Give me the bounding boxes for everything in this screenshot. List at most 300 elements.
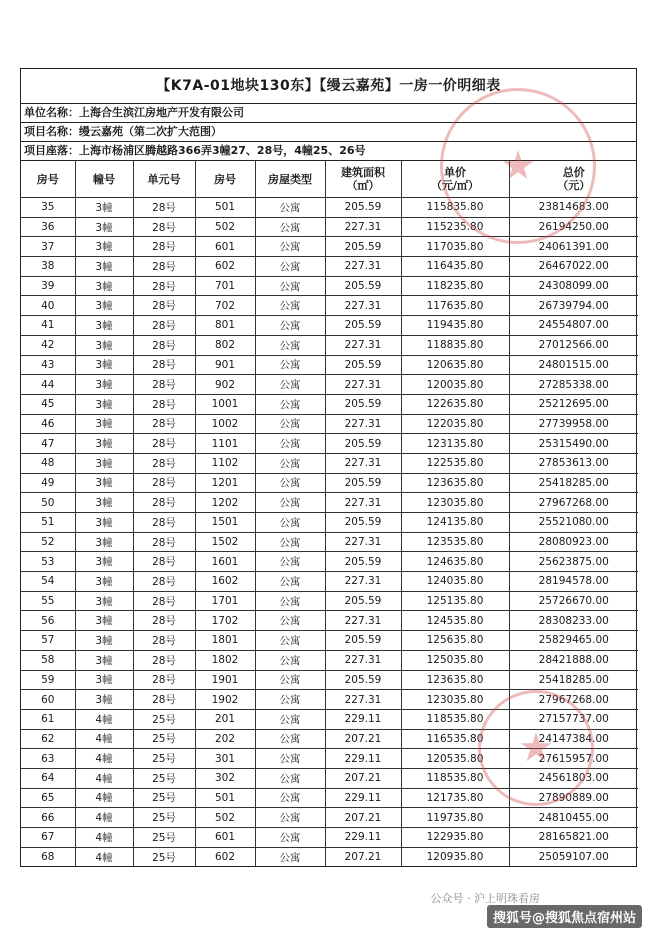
total-price-cell: 27012566.00 xyxy=(509,335,638,355)
unit-price-cell: 125135.80 xyxy=(401,591,509,611)
type-cell: 公寓 xyxy=(255,828,325,848)
unit-price-cell: 123035.80 xyxy=(401,493,509,513)
seq-cell: 60 xyxy=(21,690,75,710)
area-cell: 205.59 xyxy=(325,513,401,533)
seq-cell: 46 xyxy=(21,414,75,434)
unit-cell: 28号 xyxy=(133,257,195,277)
building-cell: 3幢 xyxy=(75,276,133,296)
seq-cell: 57 xyxy=(21,631,75,651)
room-cell: 901 xyxy=(195,355,255,375)
unit-cell: 28号 xyxy=(133,493,195,513)
room-cell: 601 xyxy=(195,828,255,848)
type-cell: 公寓 xyxy=(255,375,325,395)
total-price-cell: 24554807.00 xyxy=(509,316,638,336)
type-cell: 公寓 xyxy=(255,650,325,670)
unit-price-cell: 116435.80 xyxy=(401,257,509,277)
type-cell: 公寓 xyxy=(255,670,325,690)
unit-price-cell: 118235.80 xyxy=(401,276,509,296)
total-price-cell: 28421888.00 xyxy=(509,650,638,670)
unit-cell: 28号 xyxy=(133,591,195,611)
room-cell: 1001 xyxy=(195,394,255,414)
building-cell: 4幢 xyxy=(75,729,133,749)
type-cell: 公寓 xyxy=(255,552,325,572)
table-row xyxy=(21,513,638,533)
unit-price-cell: 122935.80 xyxy=(401,828,509,848)
building-cell: 3幢 xyxy=(75,631,133,651)
table-row xyxy=(21,591,638,611)
table-row xyxy=(21,434,638,454)
table-row xyxy=(21,709,638,729)
seq-cell: 52 xyxy=(21,532,75,552)
wechat-watermark: 公众号 · 沪上明珠看房 xyxy=(430,892,540,905)
room-cell: 1901 xyxy=(195,670,255,690)
area-cell: 227.31 xyxy=(325,217,401,237)
table-row xyxy=(21,355,638,375)
type-cell: 公寓 xyxy=(255,749,325,769)
table-row xyxy=(21,749,638,769)
unit-cell: 25号 xyxy=(133,847,195,866)
unit-cell: 28号 xyxy=(133,276,195,296)
table-row xyxy=(21,768,638,788)
building-cell: 3幢 xyxy=(75,453,133,473)
total-price-cell: 27967268.00 xyxy=(509,690,638,710)
building-cell: 3幢 xyxy=(75,434,133,454)
seq-cell: 41 xyxy=(21,316,75,336)
room-cell: 1502 xyxy=(195,532,255,552)
area-cell: 229.11 xyxy=(325,788,401,808)
unit-cell: 28号 xyxy=(133,414,195,434)
total-price-cell: 24061391.00 xyxy=(509,237,638,257)
table-header-row xyxy=(21,161,638,198)
area-cell: 205.59 xyxy=(325,237,401,257)
table-row xyxy=(21,257,638,277)
unit-cell: 28号 xyxy=(133,552,195,572)
unit-price-cell: 123135.80 xyxy=(401,434,509,454)
table-row xyxy=(21,198,638,218)
unit-cell: 28号 xyxy=(133,611,195,631)
table-row xyxy=(21,316,638,336)
building-cell: 4幢 xyxy=(75,709,133,729)
table-row xyxy=(21,552,638,572)
building-cell: 3幢 xyxy=(75,237,133,257)
total-price-cell: 28080923.00 xyxy=(509,532,638,552)
unit-price-cell: 119735.80 xyxy=(401,808,509,828)
building-cell: 3幢 xyxy=(75,257,133,277)
building-cell: 4幢 xyxy=(75,847,133,866)
table-row xyxy=(21,473,638,493)
building-cell: 3幢 xyxy=(75,493,133,513)
unit-cell: 28号 xyxy=(133,650,195,670)
unit-price-cell: 115235.80 xyxy=(401,217,509,237)
table-row xyxy=(21,690,638,710)
total-price-cell: 25418285.00 xyxy=(509,670,638,690)
type-cell: 公寓 xyxy=(255,768,325,788)
total-price-cell: 25418285.00 xyxy=(509,473,638,493)
total-price-cell: 28194578.00 xyxy=(509,572,638,592)
area-cell: 205.59 xyxy=(325,198,401,218)
type-cell: 公寓 xyxy=(255,532,325,552)
type-cell: 公寓 xyxy=(255,276,325,296)
unit-price-cell: 122635.80 xyxy=(401,394,509,414)
area-cell: 205.59 xyxy=(325,473,401,493)
table-row xyxy=(21,788,638,808)
unit-price-cell: 118535.80 xyxy=(401,768,509,788)
price-table xyxy=(21,161,638,866)
seq-cell: 48 xyxy=(21,453,75,473)
room-cell: 1801 xyxy=(195,631,255,651)
building-cell: 3幢 xyxy=(75,572,133,592)
type-cell: 公寓 xyxy=(255,729,325,749)
building-cell: 3幢 xyxy=(75,650,133,670)
unit-cell: 28号 xyxy=(133,335,195,355)
total-price-cell: 27285338.00 xyxy=(509,375,638,395)
type-cell: 公寓 xyxy=(255,394,325,414)
table-row xyxy=(21,611,638,631)
seq-cell: 67 xyxy=(21,828,75,848)
room-cell: 1701 xyxy=(195,591,255,611)
type-cell: 公寓 xyxy=(255,631,325,651)
room-cell: 1602 xyxy=(195,572,255,592)
room-cell: 501 xyxy=(195,198,255,218)
unit-cell: 28号 xyxy=(133,217,195,237)
unit-price-cell: 125635.80 xyxy=(401,631,509,651)
seq-cell: 61 xyxy=(21,709,75,729)
type-cell: 公寓 xyxy=(255,296,325,316)
unit-cell: 28号 xyxy=(133,296,195,316)
developer-line: 单位名称：上海合生滨江房地产开发有限公司 xyxy=(21,104,636,123)
unit-price-cell: 124535.80 xyxy=(401,611,509,631)
unit-cell: 28号 xyxy=(133,237,195,257)
unit-cell: 25号 xyxy=(133,788,195,808)
building-cell: 3幢 xyxy=(75,513,133,533)
type-cell: 公寓 xyxy=(255,198,325,218)
total-price-cell: 27739958.00 xyxy=(509,414,638,434)
total-price-cell: 24801515.00 xyxy=(509,355,638,375)
area-cell: 205.59 xyxy=(325,552,401,572)
total-price-cell: 24147384.00 xyxy=(509,729,638,749)
table-row xyxy=(21,375,638,395)
area-cell: 227.31 xyxy=(325,335,401,355)
table-row xyxy=(21,414,638,434)
unit-cell: 28号 xyxy=(133,316,195,336)
area-cell: 227.31 xyxy=(325,532,401,552)
room-cell: 1802 xyxy=(195,650,255,670)
room-cell: 1101 xyxy=(195,434,255,454)
total-price-cell: 25059107.00 xyxy=(509,847,638,866)
area-cell: 205.59 xyxy=(325,631,401,651)
type-cell: 公寓 xyxy=(255,572,325,592)
area-cell: 205.59 xyxy=(325,591,401,611)
document-title: 【K7A-01地块130东】【缦云嘉苑】一房一价明细表 xyxy=(21,69,636,104)
room-cell: 502 xyxy=(195,217,255,237)
area-cell: 207.21 xyxy=(325,808,401,828)
header-type: 房屋类型 xyxy=(255,161,325,198)
building-cell: 3幢 xyxy=(75,473,133,493)
building-cell: 3幢 xyxy=(75,532,133,552)
unit-price-cell: 115835.80 xyxy=(401,198,509,218)
unit-price-cell: 120635.80 xyxy=(401,355,509,375)
area-cell: 205.59 xyxy=(325,434,401,454)
area-cell: 207.21 xyxy=(325,768,401,788)
table-row xyxy=(21,532,638,552)
table-row xyxy=(21,631,638,651)
table-row xyxy=(21,847,638,866)
area-cell: 227.31 xyxy=(325,690,401,710)
building-cell: 3幢 xyxy=(75,414,133,434)
total-price-cell: 27967268.00 xyxy=(509,493,638,513)
unit-cell: 28号 xyxy=(133,473,195,493)
building-cell: 3幢 xyxy=(75,611,133,631)
unit-cell: 28号 xyxy=(133,355,195,375)
unit-cell: 25号 xyxy=(133,808,195,828)
unit-price-cell: 117035.80 xyxy=(401,237,509,257)
building-cell: 3幢 xyxy=(75,316,133,336)
total-price-cell: 25726670.00 xyxy=(509,591,638,611)
seq-cell: 68 xyxy=(21,847,75,866)
unit-price-cell: 123635.80 xyxy=(401,670,509,690)
room-cell: 202 xyxy=(195,729,255,749)
area-cell: 227.31 xyxy=(325,296,401,316)
total-price-cell: 28165821.00 xyxy=(509,828,638,848)
unit-cell: 28号 xyxy=(133,670,195,690)
total-price-cell: 25623875.00 xyxy=(509,552,638,572)
area-cell: 229.11 xyxy=(325,709,401,729)
total-price-cell: 27157737.00 xyxy=(509,709,638,729)
room-cell: 502 xyxy=(195,808,255,828)
building-cell: 3幢 xyxy=(75,690,133,710)
building-cell: 4幢 xyxy=(75,828,133,848)
type-cell: 公寓 xyxy=(255,591,325,611)
unit-price-cell: 122035.80 xyxy=(401,414,509,434)
area-cell: 205.59 xyxy=(325,355,401,375)
total-price-cell: 23814683.00 xyxy=(509,198,638,218)
unit-price-cell: 123535.80 xyxy=(401,532,509,552)
seq-cell: 40 xyxy=(21,296,75,316)
unit-cell: 28号 xyxy=(133,532,195,552)
type-cell: 公寓 xyxy=(255,611,325,631)
unit-cell: 28号 xyxy=(133,572,195,592)
price-list-sheet xyxy=(20,68,637,867)
total-price-cell: 26739794.00 xyxy=(509,296,638,316)
unit-price-cell: 124135.80 xyxy=(401,513,509,533)
total-price-cell: 25521080.00 xyxy=(509,513,638,533)
unit-cell: 25号 xyxy=(133,709,195,729)
seal-star-icon: ★ xyxy=(518,725,554,771)
seq-cell: 62 xyxy=(21,729,75,749)
table-row xyxy=(21,828,638,848)
table-row xyxy=(21,335,638,355)
header-seq: 房号 xyxy=(21,161,75,198)
type-cell: 公寓 xyxy=(255,434,325,454)
building-cell: 4幢 xyxy=(75,788,133,808)
unit-price-cell: 124635.80 xyxy=(401,552,509,572)
room-cell: 602 xyxy=(195,257,255,277)
type-cell: 公寓 xyxy=(255,335,325,355)
area-cell: 227.31 xyxy=(325,493,401,513)
type-cell: 公寓 xyxy=(255,316,325,336)
seq-cell: 65 xyxy=(21,788,75,808)
building-cell: 3幢 xyxy=(75,591,133,611)
address-line: 项目座落：上海市杨浦区腾越路366弄3幢27、28号，4幢25、26号 xyxy=(21,142,636,161)
unit-price-cell: 123635.80 xyxy=(401,473,509,493)
seq-cell: 39 xyxy=(21,276,75,296)
table-row xyxy=(21,670,638,690)
seq-cell: 36 xyxy=(21,217,75,237)
area-cell: 207.21 xyxy=(325,847,401,866)
area-cell: 207.21 xyxy=(325,729,401,749)
area-cell: 227.31 xyxy=(325,611,401,631)
unit-cell: 25号 xyxy=(133,768,195,788)
area-cell: 205.59 xyxy=(325,394,401,414)
table-row xyxy=(21,493,638,513)
total-price-cell: 28308233.00 xyxy=(509,611,638,631)
area-cell: 205.59 xyxy=(325,276,401,296)
room-cell: 302 xyxy=(195,768,255,788)
header-unit-price: 单价 （元/㎡） xyxy=(401,161,509,198)
room-cell: 601 xyxy=(195,237,255,257)
seq-cell: 44 xyxy=(21,375,75,395)
table-body xyxy=(21,198,638,867)
total-price-cell: 26467022.00 xyxy=(509,257,638,277)
unit-price-cell: 123035.80 xyxy=(401,690,509,710)
project-line: 项目名称：缦云嘉苑（第二次扩大范围） xyxy=(21,123,636,142)
room-cell: 1601 xyxy=(195,552,255,572)
header-building: 幢号 xyxy=(75,161,133,198)
unit-cell: 28号 xyxy=(133,434,195,454)
room-cell: 801 xyxy=(195,316,255,336)
header-room: 房号 xyxy=(195,161,255,198)
table-row xyxy=(21,394,638,414)
type-cell: 公寓 xyxy=(255,493,325,513)
table-row xyxy=(21,296,638,316)
room-cell: 1902 xyxy=(195,690,255,710)
sohu-watermark: 搜狐号@搜狐焦点宿州站 xyxy=(487,905,642,928)
table-row xyxy=(21,217,638,237)
building-cell: 3幢 xyxy=(75,375,133,395)
total-price-cell: 24308099.00 xyxy=(509,276,638,296)
seq-cell: 59 xyxy=(21,670,75,690)
type-cell: 公寓 xyxy=(255,237,325,257)
seq-cell: 66 xyxy=(21,808,75,828)
unit-cell: 28号 xyxy=(133,513,195,533)
total-price-cell: 25829465.00 xyxy=(509,631,638,651)
unit-price-cell: 118535.80 xyxy=(401,709,509,729)
unit-cell: 28号 xyxy=(133,453,195,473)
seq-cell: 42 xyxy=(21,335,75,355)
building-cell: 3幢 xyxy=(75,394,133,414)
building-cell: 4幢 xyxy=(75,768,133,788)
unit-price-cell: 121735.80 xyxy=(401,788,509,808)
room-cell: 1102 xyxy=(195,453,255,473)
seq-cell: 49 xyxy=(21,473,75,493)
unit-price-cell: 118835.80 xyxy=(401,335,509,355)
unit-cell: 28号 xyxy=(133,631,195,651)
room-cell: 501 xyxy=(195,788,255,808)
seq-cell: 35 xyxy=(21,198,75,218)
total-price-cell: 27853613.00 xyxy=(509,453,638,473)
type-cell: 公寓 xyxy=(255,414,325,434)
seal-star-icon: ★ xyxy=(500,143,536,189)
building-cell: 4幢 xyxy=(75,808,133,828)
room-cell: 902 xyxy=(195,375,255,395)
area-cell: 205.59 xyxy=(325,316,401,336)
type-cell: 公寓 xyxy=(255,217,325,237)
unit-price-cell: 117635.80 xyxy=(401,296,509,316)
building-cell: 3幢 xyxy=(75,198,133,218)
unit-price-cell: 124035.80 xyxy=(401,572,509,592)
area-cell: 227.31 xyxy=(325,572,401,592)
unit-cell: 25号 xyxy=(133,749,195,769)
unit-price-cell: 116535.80 xyxy=(401,729,509,749)
seq-cell: 56 xyxy=(21,611,75,631)
area-cell: 227.31 xyxy=(325,453,401,473)
area-cell: 229.11 xyxy=(325,828,401,848)
unit-price-cell: 122535.80 xyxy=(401,453,509,473)
building-cell: 3幢 xyxy=(75,217,133,237)
area-cell: 227.31 xyxy=(325,414,401,434)
type-cell: 公寓 xyxy=(255,709,325,729)
room-cell: 702 xyxy=(195,296,255,316)
table-row xyxy=(21,650,638,670)
seq-cell: 55 xyxy=(21,591,75,611)
unit-cell: 28号 xyxy=(133,375,195,395)
seq-cell: 37 xyxy=(21,237,75,257)
room-cell: 701 xyxy=(195,276,255,296)
type-cell: 公寓 xyxy=(255,788,325,808)
total-price-cell: 27615957.00 xyxy=(509,749,638,769)
unit-price-cell: 120035.80 xyxy=(401,375,509,395)
total-price-cell: 26194250.00 xyxy=(509,217,638,237)
unit-cell: 28号 xyxy=(133,198,195,218)
area-cell: 229.11 xyxy=(325,749,401,769)
seq-cell: 51 xyxy=(21,513,75,533)
total-price-cell: 25315490.00 xyxy=(509,434,638,454)
seq-cell: 64 xyxy=(21,768,75,788)
seq-cell: 58 xyxy=(21,650,75,670)
building-cell: 3幢 xyxy=(75,355,133,375)
type-cell: 公寓 xyxy=(255,257,325,277)
room-cell: 1501 xyxy=(195,513,255,533)
room-cell: 1702 xyxy=(195,611,255,631)
room-cell: 602 xyxy=(195,847,255,866)
seq-cell: 50 xyxy=(21,493,75,513)
type-cell: 公寓 xyxy=(255,847,325,866)
unit-cell: 25号 xyxy=(133,828,195,848)
room-cell: 201 xyxy=(195,709,255,729)
unit-cell: 28号 xyxy=(133,394,195,414)
total-price-cell: 24561803.00 xyxy=(509,768,638,788)
table-row xyxy=(21,237,638,257)
area-cell: 227.31 xyxy=(325,257,401,277)
unit-price-cell: 120935.80 xyxy=(401,847,509,866)
room-cell: 1202 xyxy=(195,493,255,513)
room-cell: 301 xyxy=(195,749,255,769)
seq-cell: 54 xyxy=(21,572,75,592)
seq-cell: 53 xyxy=(21,552,75,572)
seq-cell: 45 xyxy=(21,394,75,414)
table-row xyxy=(21,572,638,592)
building-cell: 3幢 xyxy=(75,335,133,355)
area-cell: 227.31 xyxy=(325,650,401,670)
room-cell: 1002 xyxy=(195,414,255,434)
seq-cell: 47 xyxy=(21,434,75,454)
unit-cell: 28号 xyxy=(133,690,195,710)
type-cell: 公寓 xyxy=(255,808,325,828)
header-area: 建筑面积 （㎡） xyxy=(325,161,401,198)
area-cell: 227.31 xyxy=(325,375,401,395)
type-cell: 公寓 xyxy=(255,355,325,375)
type-cell: 公寓 xyxy=(255,513,325,533)
